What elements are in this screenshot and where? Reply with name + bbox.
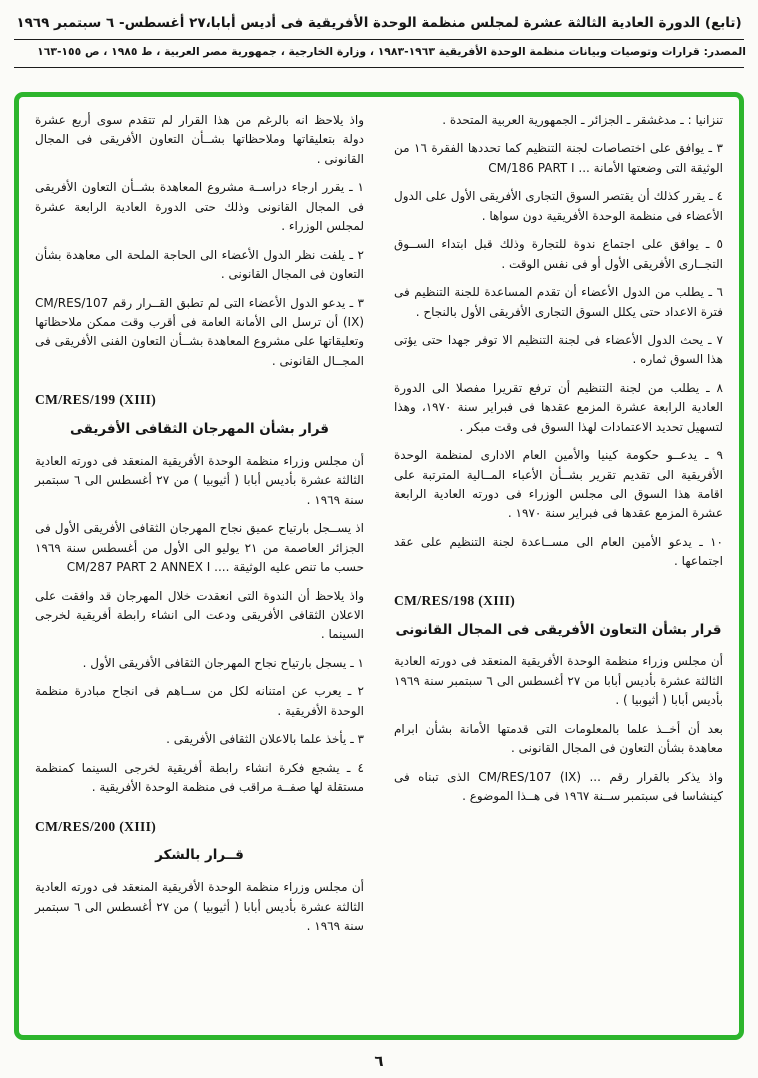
paragraph: ١٠ ـ يدعو الأمين العام الى مســاعدة لجنة التنظيم على عقد اجتماعها . [394,534,723,569]
header-title: (تابع) الدورة العادية الثالثة عشرة لمجلس منظمة الوحدة الأفريقية فى أديس أبابا،٢٧ أغسطس- ٦ سبتمبر ١٩٦٩ [16,15,742,31]
resolution-code: CM/RES/199 (XIII) [35,392,157,408]
paragraph: أن مجلس وزراء منظمة الوحدة الأفريقية المنعقد فى دورته العادية الثالثة عشرة بأديس أبابا ( أثيوبيا ) من ٢٧ أغسطس الى ٦ سبتمبر سنة ١٩٦٩ . [35,453,364,507]
paragraph: ٢ ـ يعرب عن امتنانه لكل من ســاهم فى انجاح مبادرة منظمة الوحدة الأفريقية . [35,684,364,718]
paragraph: ٢ ـ يلفت نظر الدول الأعضاء الى الحاجة الملحة الى معاهدة بشأن التعاون فى المجال القانونى . [35,247,364,282]
column-right [394,111,723,1021]
paragraph: أن مجلس وزراء منظمة الوحدة الأفريقية المنعقد فى دورته العادية الثالثة عشرة بأديس أبابا ( أثيوبيا ) من ٢٧ أغسطس الى ٦ سبتمبر سنة ١٩٦٩ . [35,880,364,934]
two-column-layout [35,111,723,1021]
page-number: ٦ [374,1052,384,1070]
paragraph: ٦ ـ يطلب من الدول الأعضاء أن تقدم المساعدة للجنة التنظيم فى فترة الاعداد حتى يكلل السوق التجارى الأفريقى الأول بالنجاح . [394,285,723,319]
resolution-code: CM/RES/200 (XIII) [35,818,157,834]
paragraph: اذ يســجل بارتياح عميق نجاح المهرجان الثقافى الأفريقى الأول فى الجزائر العاصمة من ٢١ يوليو الى الأول من أغسطس سنة ١٩٦٩ حسب ما تنص عليه الوثيقة .... ‎CM/287 PART 2 ANNEX I‎ [35,521,364,575]
paragraph: ٤ ـ يقرر كذلك أن يقتصر السوق التجارى الأفريقى الأول على الدول الأعضاء فى منظمة الوحدة الأفريقية دون سواها . [394,189,723,223]
header-source: المصدر: قرارات وتوصيات وبيانات منظمة الوحدة الأفريقية ١٩٦٣-١٩٨٣ ، وزارة الخارجية ، جمهورية مصر العربية ، ط ١٩٨٥ ، ص ١٥٥-١٦٣ [37,44,746,58]
paragraph: ٧ ـ يحث الدول الأعضاء فى لجنة التنظيم الا توفر جهدا حتى يؤتى هذا السوق ثماره . [394,332,723,367]
content-frame [14,92,744,1040]
paragraph: أن مجلس وزراء منظمة الوحدة الأفريقية المنعقد فى دورته العادية الثالثة عشرة بأديس أبابا من ٢٧ أغسطس الى ٦ سبتمبر سنة ١٩٦٩ بأديس أبابا ( أثيوبيا ) . [394,654,723,708]
header-divider-bottom [14,67,744,68]
paragraph: واذ يلاحظ انه بالرغم من هذا القرار لم تتقدم سوى أربع عشرة دولة بتعليقاتها وملاحظاتها بشــأن التعاون الأفريقى فى المجال القانونى . [35,113,364,166]
paragraph: بعد أن أخــذ علما بالمعلومات التى قدمتها الأمانة بشأن ابرام معاهدة بشأن التعاون فى المجال القانونى . [394,721,723,756]
resolution-code: CM/RES/198 (XIII) [394,592,516,608]
paragraph: واذ يذكر بالقرار رقم ... ‎CM/RES/107 (IX)‎ الذى تبناه فى كينشاسا فى سبتمبر ســنة ١٩٦٧ فى هــذا الموضوع . [394,769,724,804]
paragraph: ١ ـ يسجل بارتياح نجاح المهرجان الثقافى الأفريقى الأول . [82,655,364,670]
paragraph: واذ يلاحظ أن الندوة التى انعقدت خلال المهرجان قد وافقت على الاعلان الثقافى الأفريقى ودعت الى انشاء رابطة أفريقية لخرجى السينما . [35,588,364,642]
paragraph: ٨ ـ يطلب من لجنة التنظيم أن ترفع تقريرا مفصلا الى الدورة العادية الرابعة عشرة المزمع عقدها فى فبراير سنة ١٩٧٠، وهذا لتسهيل تحديد الاعتمادات لهذا السوق فى وقت مبكر . [394,380,723,434]
column-left [35,111,364,1021]
resolution-title: قــرار بالشكر [155,847,244,864]
page-header [0,0,758,68]
paragraph: ٣ ـ يأخذ علما بالاعلان الثقافى الأفريقى . [166,732,364,747]
paragraph: ٣ ـ يدعو الدول الأعضاء التى لم تطبق القــرار رقم ‎CM/RES/107 (IX)‎ أن ترسل الى الأمانة العامة فى أقرب وقت ممكن ملاحظاتها وتعليقاتها على مشروع المعاهدة بشــأن التعاون الفنى الأفريقى فى المجــال القانونى . [35,295,364,368]
resolution-title: قرار بشأن التعاون الأفريقى فى المجال القانونى [395,621,722,638]
paragraph: ٤ ـ يشجع فكرة انشاء رابطة أفريقية لخرجى السينما كمنظمة مستقلة لها صفــة مراقب فى منظمة الوحدة الأفريقية . [35,760,364,795]
paragraph: ٩ ـ يدعــو حكومة كينيا والأمين العام الادارى لمنظمة الوحدة الأفريقية الى تقديم تقرير بشــأن الأعباء المــالية المترتبة على اقامة هذا السوق الى مجلس الوزراء فى دورته العادية الرابعة عشرة المزمع عقدها فى فبراير سنة ١٩٧٠ . [394,448,723,521]
paragraph: ١ ـ يقرر ارجاء دراســة مشروع المعاهدة بشــأن التعاون الأفريقى فى المجال القانونى وذلك حتى الدورة العادية الرابعة عشرة لمجلس الوزراء . [35,180,364,234]
paragraph: تنزانيا : ـ مدغشقر ـ الجزائر ـ الجمهورية العربية المتحدة . [442,113,723,127]
paragraph: ٥ ـ يوافق على اجتماع ندوة للتجارة وذلك قبل ابتداء الســوق التجــارى الأفريقى الأول أو فى نفس الوقت . [394,237,723,271]
resolution-title: قرار بشأن المهرجان الثقافى الأفريقى [69,421,330,438]
paragraph: ٣ ـ يوافق على اختصاصات لجنة التنظيم كما تحددها الفقرة ١٦ من الوثيقة التى وضعتها الأمانة ‎CM/186 PART I ...‎ [394,141,723,175]
